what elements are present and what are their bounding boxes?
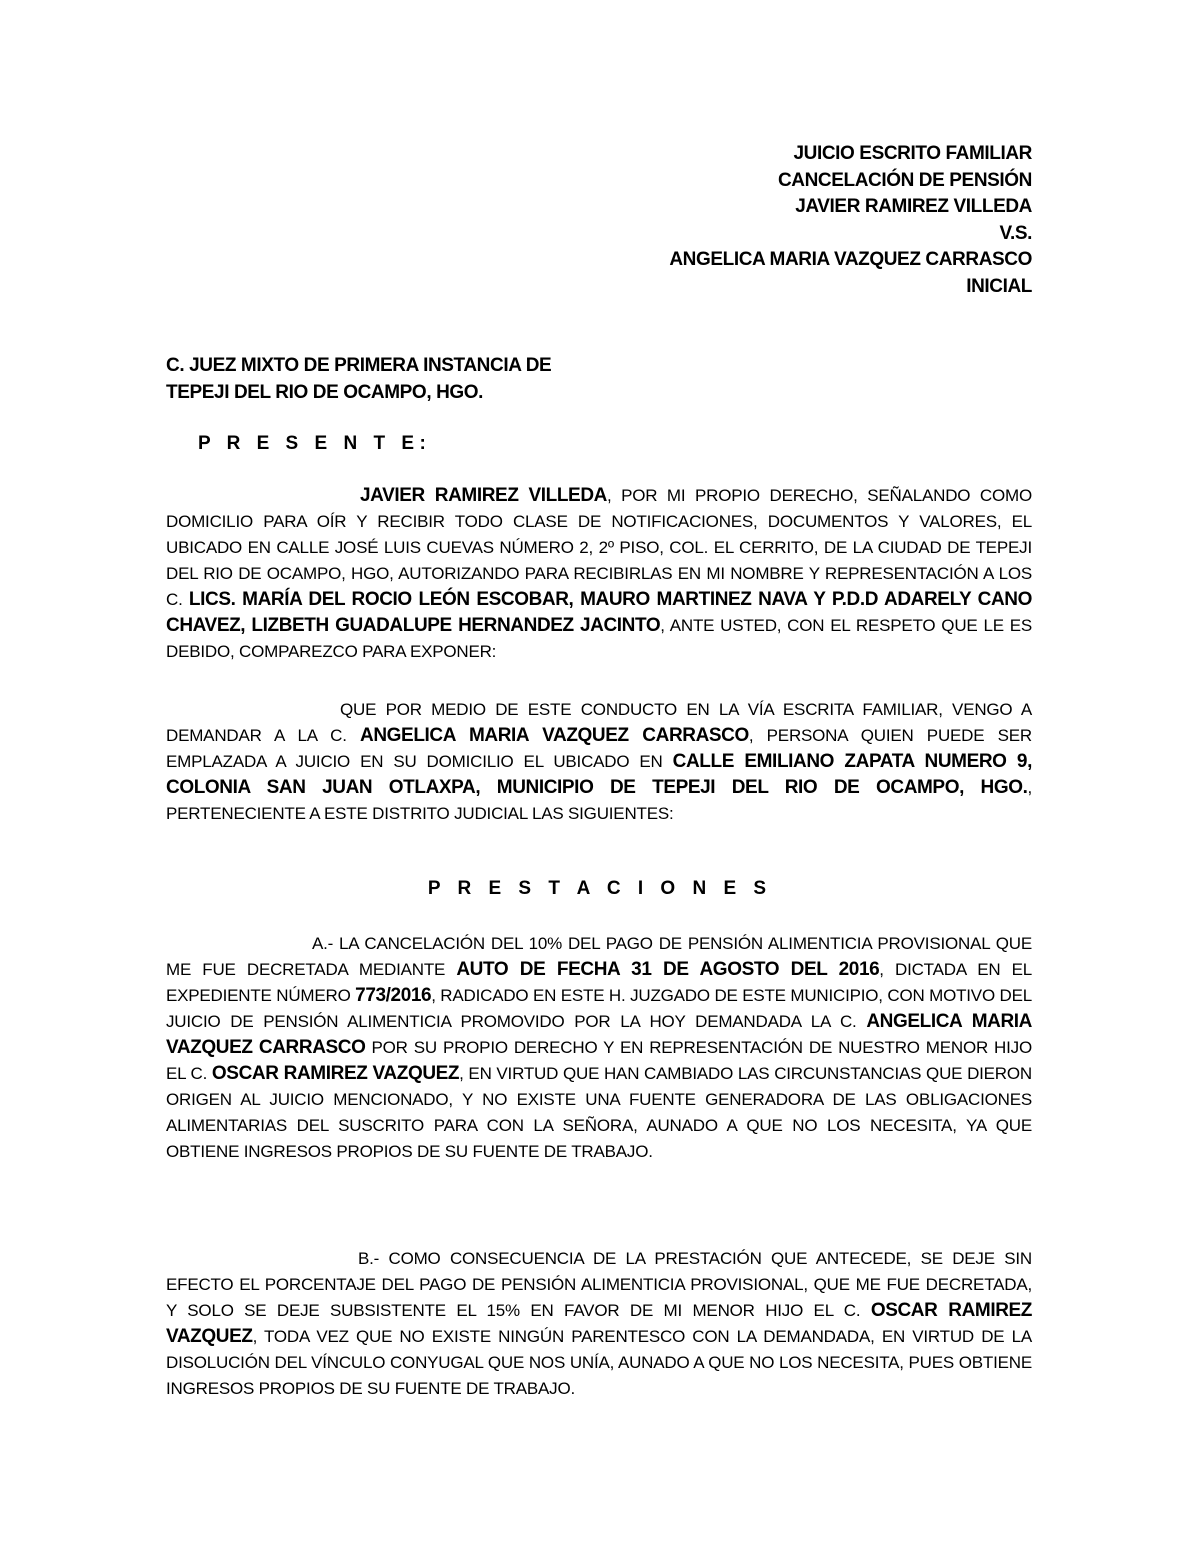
demand-text-1: QUE POR MEDIO DE ESTE CONDUCTO EN LA VÍA ESCRITA FAMILIAR, VENGO A DEMANDAR A LA C. (166, 700, 1032, 745)
prestacion-b-text-2: , TODA VEZ QUE NO EXISTE NINGÚN PARENTESCO CON LA DEMANDADA, EN VIRTUD DE LA DISOLUCIÓN DEL VÍNCULO CONYUGAL QUE NOS UNÍA, AUNADO A QUE NO LOS NECESITA, PUES OBTIENE INGRESOS PROPIOS DE SU FUENTE DE TRABAJO. (166, 1327, 1032, 1398)
defendant-inline: ANGELICA MARIA VAZQUEZ CARRASCO (360, 725, 749, 746)
prestacion-a-text-1: A.- LA CANCELACIÓN DEL 10% DEL PAGO DE PENSIÓN ALIMENTICIA PROVISIONAL QUE ME FUE DECRETADA MEDIANTE (166, 934, 1032, 979)
expediente-number: 773/2016 (355, 985, 432, 1006)
addressee-line-1: C. JUEZ MIXTO DE PRIMERA INSTANCIA DE (166, 355, 552, 376)
prestaciones-heading: P R E S T A C I O N E S (427, 878, 773, 899)
addressee-line-2: TEPEJI DEL RIO DE OCAMPO, HGO. (166, 382, 484, 403)
prestacion-a-text-4: POR SU PROPIO DERECHO Y EN REPRESENTACIÓN DE NUESTRO MENOR HIJO EL C. (166, 1038, 1032, 1083)
plaintiff-name: JAVIER RAMIREZ VILLEDA (795, 196, 1032, 217)
demand-text-3: , PERTENECIENTE A ESTE DISTRITO JUDICIAL LAS SIGUIENTES: (166, 778, 1032, 823)
defendant-inline-a: ANGELICA MARIA VAZQUEZ CARRASCO (166, 1011, 1033, 1058)
prestacion-a (166, 931, 1032, 1165)
auto-date: AUTO DE FECHA 31 DE AGOSTO DEL 2016 (456, 959, 880, 980)
prestacion-a-text-2: , DICTADA EN EL EXPEDIENTE NÚMERO (166, 960, 1033, 1005)
case-header (512, 141, 1032, 300)
versus: V.S. (999, 222, 1032, 244)
demand-text-2: , PERSONA QUIEN PUEDE SER EMPLAZADA A JUICIO EN SU DOMICILIO EL UBICADO EN (166, 726, 1032, 771)
case-type: JUICIO ESCRITO FAMILIAR (793, 143, 1032, 164)
defendant-name: ANGELICA MARIA VAZQUEZ CARRASCO (669, 249, 1032, 270)
demand-paragraph (166, 697, 1032, 827)
prestacion-a-text-3: , RADICADO EN ESTE H. JUZGADO DE ESTE MUNICIPIO, CON MOTIVO DEL JUICIO DE PENSIÓN ALIMENTICIA PROMOVIDO POR LA HOY DEMANDADA LA C. (166, 986, 1032, 1031)
case-subject: CANCELACIÓN DE PENSIÓN (777, 169, 1032, 191)
intro-paragraph (166, 483, 1032, 665)
addressee-block (166, 352, 551, 406)
intro-text-2: , ANTE USTED, CON EL RESPETO QUE LE ES DEBIDO, COMPAREZCO PARA EXPONER: (166, 616, 1032, 661)
presente-heading: P R E S E N T E: (198, 433, 432, 454)
child-name-b: OSCAR RAMIREZ VAZQUEZ (166, 1300, 1032, 1347)
document-status: INICIAL (966, 275, 1032, 297)
defendant-address: CALLE EMILIANO ZAPATA NUMERO 9, COLONIA SAN JUAN OTLAXPA, MUNICIPIO DE TEPEJI DEL RIO DE OCAMPO, HGO. (166, 751, 1032, 798)
child-name-a: OSCAR RAMIREZ VAZQUEZ (211, 1063, 460, 1084)
intro-text-1: , POR MI PROPIO DERECHO, SEÑALANDO COMO DOMICILIO PARA OÍR Y RECIBIR TODO CLASE DE NOTIFICACIONES, DOCUMENTOS Y VALORES, EL UBICADO EN CALLE JOSÉ LUIS CUEVAS NÚMERO 2, 2º PISO, COL. EL CERRITO, DE LA CIUDAD DE TEPEJI DEL RIO DE OCAMPO, HGO, AUTORIZANDO PARA RECIBIRLAS EN MI NOMBRE Y REPRESENTACIÓN A LOS C. (166, 486, 1033, 609)
prestacion-b (166, 1246, 1032, 1402)
prestacion-b-text-1: B.- COMO CONSECUENCIA DE LA PRESTACIÓN QUE ANTECEDE, SE DEJE SIN EFECTO EL PORCENTAJE DEL PAGO DE PENSIÓN ALIMENTICIA PROVISIONAL, QUE ME FUE DECRETADA, Y SOLO SE DEJE SUBSISTENTE EL 15% EN FAVOR DE MI MENOR HIJO EL C. (166, 1249, 1032, 1320)
prestacion-a-text-5: , EN VIRTUD QUE HAN CAMBIADO LAS CIRCUNSTANCIAS QUE DIERON ORIGEN AL JUICIO MENCIONADO, Y NO EXISTE UNA FUENTE GENERADORA DE LAS OBLIGACIONES ALIMENTARIAS DEL SUSCRITO PARA CON LA SEÑORA, AUNADO A QUE NO LOS NECESITA, YA QUE OBTIENE INGRESOS PROPIOS DE SU FUENTE DE TRABAJO. (166, 1064, 1032, 1161)
plaintiff-name-inline: JAVIER RAMIREZ VILLEDA (360, 485, 607, 506)
authorized-lawyers: LICS. MARÍA DEL ROCIO LEÓN ESCOBAR, MAURO MARTINEZ NAVA Y P.D.D ADARELY CANO CHAVEZ, LIZBETH GUADALUPE HERNANDEZ JACINTO (166, 589, 1032, 636)
